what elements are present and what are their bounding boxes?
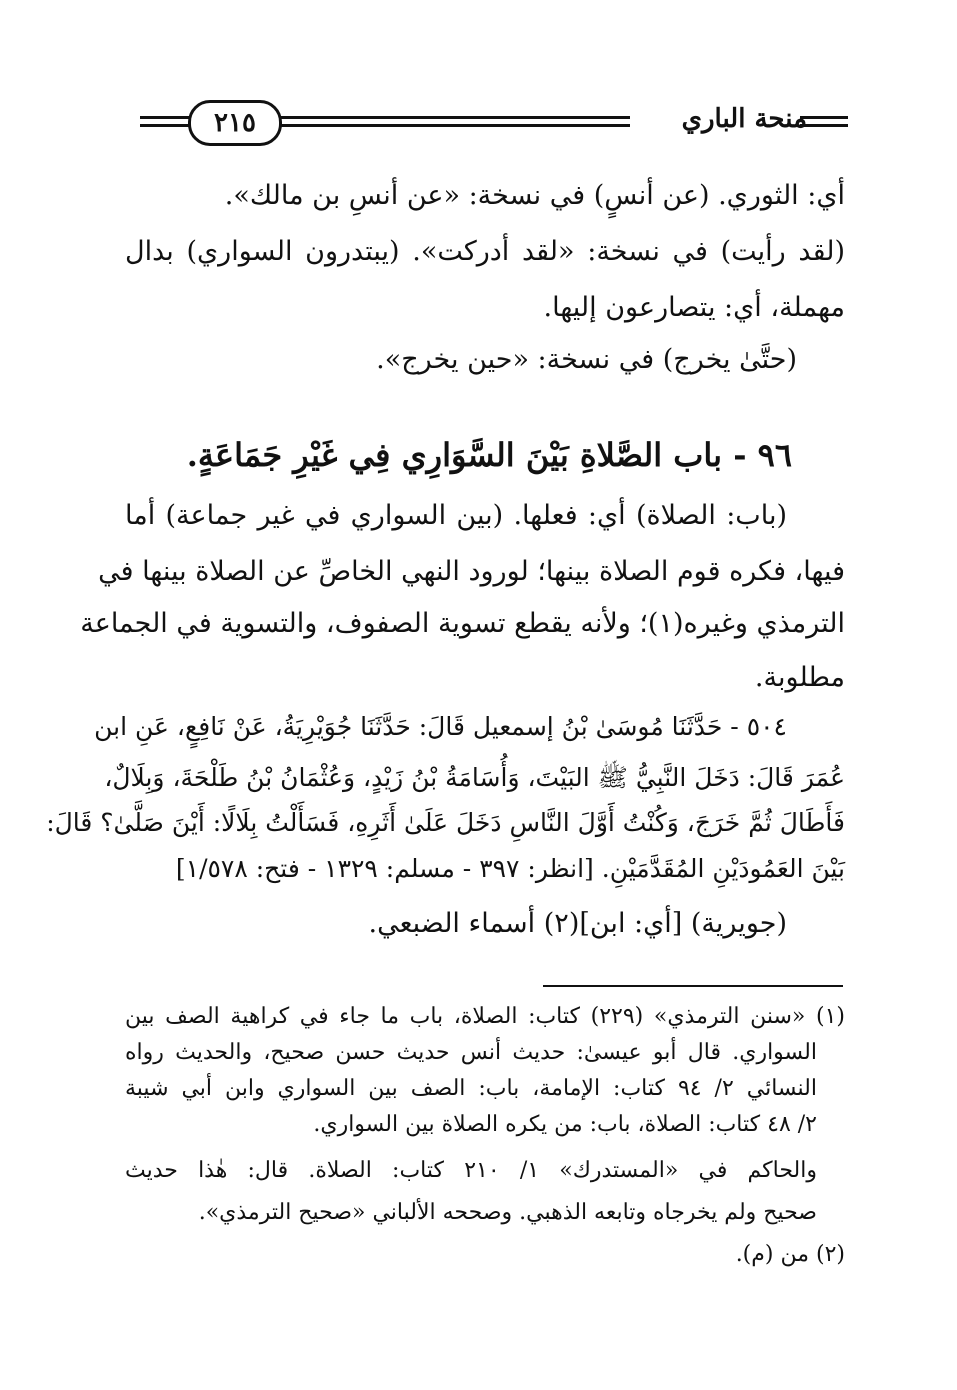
commentary-line: الترمذي وغيره(١)؛ ولأنه يقطع تسوية الصفوف، والتسوية في الجماعة <box>80 608 845 639</box>
footnote-line: والحاكم في «المستدرك» ١/ ٢١٠ كتاب: الصلاة. قال: هٰذا حديث <box>125 1158 817 1183</box>
chapter-heading: ٩٦ - باب الصَّلاةِ بَيْنَ السَّوَارِي فِي غَيْرِ جَمَاعَةٍ. <box>186 436 792 474</box>
intro-line: (لقد رأيت) في نسخة: «لقد أدركت». (يبتدرون السواري) بدال <box>125 236 845 267</box>
header-rule-middle-bottom <box>276 124 630 127</box>
footnote-line: (٢) من (م). <box>735 1242 845 1267</box>
header-rule-right-bottom <box>800 124 848 127</box>
hadith-line: فَأَطَالَ ثُمَّ خَرَجَ، وَكُنْتُ أَوَّلَ النَّاسِ دَخَلَ عَلَىٰ أَثَرِهِ، فَسَأَلْتُ بِلَالًا: أَيْنَ صَلَّىٰ؟ قَالَ: <box>46 808 845 837</box>
hadith-line: عُمَرَ قَالَ: دَخَلَ النَّبِيُّ ﷺ البَيْتَ، وَأُسَامَةُ بْنُ زَيْدٍ، وَعُثْمَانُ بْنُ طَلْحَةَ، وَبِلَالٌ، <box>104 763 845 792</box>
header-rule-right-top <box>800 116 848 119</box>
hadith-line: بَيْنَ العَمُودَيْنِ المُقَدَّمَيْنِ. [انظر: ٣٩٧ - مسلم: ١٣٢٩ - فتح: ١/٥٧٨] <box>175 854 845 883</box>
narrator-note: (جويرية) [أي: ابن](٢) أسماء الضبعي. <box>368 908 787 939</box>
footnote-line: النسائي ٢/ ٩٤ كتاب: الإمامة، باب: الصف بين السواري وابن أبي شيبة <box>125 1076 817 1101</box>
footnote-line: صحيح ولم يخرجاه وتابعه الذهبي. وصححه الألباني «صحيح الترمذي». <box>198 1200 817 1225</box>
footnote-line: (١) «سنن الترمذي» (٢٢٩) كتاب: الصلاة، باب ما جاء في كراهية الصف بين <box>125 1004 846 1029</box>
header-rule-left-top <box>140 116 190 119</box>
page-number-badge <box>188 100 282 146</box>
hadith-line: ٥٠٤ - حَدَّثَنَا مُوسَىٰ بْنُ إسمعيل قَالَ: حَدَّثَنَا جُوَيْرِيَةُ، عَنْ نَافِعٍ، عَنِ ابن <box>94 712 787 741</box>
commentary-line: مطلوبة. <box>754 662 845 693</box>
intro-line: مهملة، أي: يتصارعون إليها. <box>543 292 845 323</box>
intro-line: (حتَّىٰ يخرج) في نسخة: «حين يخرج». <box>376 344 797 375</box>
commentary-line: (باب: الصلاة) أي: فعلها. (بين السواري في غير جماعة) أما <box>125 500 787 531</box>
intro-line: أي: الثوري. (عن أنسٍ) في نسخة: «عن أنسِ بن مالك». <box>224 180 845 211</box>
footnote-separator <box>543 985 843 987</box>
footnote-line: ٢/ ٤٨ كتاب: الصلاة، باب: من يكره الصلاة بين السواري. <box>313 1112 817 1137</box>
page-number: ٢١٥ <box>214 108 256 138</box>
footnote-line: السواري. قال أبو عيسىٰ: حديث أنس حديث حسن صحيح، والحديث رواه <box>125 1040 817 1065</box>
book-title: منحة الباري <box>681 104 807 134</box>
header-rule-left-bottom <box>140 124 190 127</box>
commentary-line: فيها، فكره قوم الصلاة بينها؛ لورود النهي الخاصِّ عن الصلاة بينها في <box>98 556 845 587</box>
header-rule-middle-top <box>276 116 630 119</box>
